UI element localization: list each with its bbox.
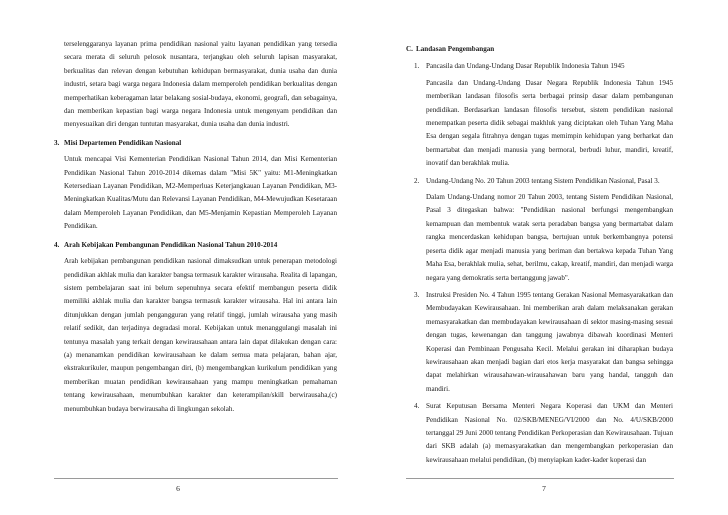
footer-rule [406,478,674,479]
section-3-paragraph: Untuk mencapai Visi Kementerian Pendidikan Nasional Tahun 2014, dan Misi Kementerian Pendidikan Nasional Tahun 2010-2014 dikemas dalam "Misi 5K" yaitu: M1-Meningkatkan Ketersediaan Layanan Pendidikan, M2-Memperluas Keterjangkauan Layanan Pendidikan, M3-Meningkatkan Kualitas/Mutu dan Relevansi Layanan Pendidikan, M4-Mewujudkan Kesetaraan dalam Memperoleh Layanan Pendidikan, dan M5-Menjamin Kepastian Memperoleh Layanan Pendidikan. [64,155,337,231]
list-item-title: Undang-Undang No. 20 Tahun 2003 tentang Sistem Pendidikan Nasional, Pasal 3. [426,176,660,185]
list-item-number: 4. [414,402,420,411]
section-3-number: 3. [54,138,60,147]
list-item [406,60,673,170]
section-4-number: 4. [54,240,60,249]
list-item-number: 1. [414,62,420,71]
list-item-text: Dalam Undang-Undang nomor 20 Tahun 2003, tentang Sistem Pendidikan Nasional, Pasal 3 ditegaskan bahwa: "Pendidikan nasional berfungsi mengembangkan kemampuan dan membentuk watak serta peradaban bangsa yang bermartabat dalam rangka mencerdaskan kehidupan bangsa, bertujuan untuk berkembangnya potensi peserta didik agar menjadi manusia yang beriman dan bertakwa kepada Tuhan Yang Maha Esa, berakhlak mulia, sehat, berilmu, cakap, kreatif, mandiri, dan menjadi warga negara yang demokratis serta bertanggung jawab". [426,193,673,282]
list-item-number: 2. [414,176,420,185]
section-4-paragraph: Arah kebijakan pembangunan pendidikan nasional dimaksudkan untuk penerapan metodologi pendidikan akhlak mulia dan karakter bangsa termasuk karakter wirausaha. Realita di lapangan, sistem pembelajaran saat ini belum sepenuhnya secara efektif membangun peserta didik memiliki akhlak mulia dan karakter bangsa termasuk karakter wirausaha. Hal ini antara lain ditunjukkan dengan jumlah pengangguran yang relatif tinggi, jumlah wirausaha yang masih relatif sedikit, dan terjadinya degradasi moral. Kebijakan untuk menanggulangi masalah ini tentunya masalah yang terkait dengan kewirausahaan antara lain dapat dilakukan dengan cara: (a) menanamkan pendidikan kewirausahaan ke dalam semua mata pelajaran, bahan ajar, ekstrakurikuler, maupun pengembangan diri, (b) mengembangkan kurikulum pendidikan yang memberikan muatan pendidikan kewirausahaan yang mampu meningkatkan pemahaman tentang kewirausahaan, menumbuhkan karakter dan keterampilan/skill berwirausaha,(c) menumbuhkan budaya berwirausaha di lingkungan sekolah. [64,257,337,413]
list-item-number: 3. [414,290,420,299]
page-number: 7 [542,484,546,493]
list-item-title: Pancasila dan Undang-Undang Dasar Republik Indonesia Tahun 1945 [426,62,625,71]
footer-rule [54,478,338,479]
list-item-text: Instruksi Presiden No. 4 Tahun 1995 tentang Gerakan Nasional Memasyarakatkan dan Membudayakan Kewirausahaan. Ini memberikan arah dalam melaksanakan gerakan memasyarakatkan dan membudayakan kewirausahaan di sektor masing-masing sesuai dengan tugas, kewenangan dan tanggung jawabnya dibawah koordinasi Menteri Koperasi dan Pembinaan Pengusaha Kecil. Melalui gerakan ini diharapkan budaya kewirausahaan akan menjadi bagian dari etos kerja masyarakat dan bangsa sehingga dapat melahirkan wirausahawan-wirausahawan baru yang handal, tangguh dan mandiri. [426,290,673,393]
left-page-text-column [54,38,337,416]
list-item [406,400,673,467]
list-item-text: Pancasila dan Undang-Undang Dasar Negara Republik Indonesia Tahun 1945 memberikan landasan filosofis serta berbagai prinsip dasar dalam pembangunan pendidikan. Berdasarkan landasan filosofis tersebut, sistem pendidikan nasional menempatkan peserta didik sebagai makhluk yang diciptakan oleh Tuhan Yang Maha Esa dengan segala fitrahnya dengan tugas memimpin kehidupan yang berharkat dan bermartabat dan menjadi manusia yang bermoral, berbudi luhur, mandiri, kreatif, inovatif dan berakhlak mulia. [426,78,673,168]
intro-paragraph: terselenggaranya layanan prima pendidikan nasional yaitu layanan pendidikan yang tersedia secara merata di seluruh pelosok nusantara, terjangkau oleh seluruh lapisan masyarakat, berkualitas dan relevan dengan kebutuhan kehidupan bermasyarakat, dunia usaha dan dunia industri, setara bagi warga negara Indonesia dalam memperoleh pendidikan berkualitas dengan memperhatikan keberagaman latar belakang sosial-budaya, ekonomi, geografi, dan sebagainya, dan memberikan kepastian bagi warga negara Indonesia untuk mengenyam pendidikan dan menyesuaikan diri dengan tuntutan masyarakat, dunia usaha dan dunia industri. [64,40,337,129]
list-item-text: Surat Keputusan Bersama Menteri Negara Koperasi dan UKM dan Menteri Pendidikan Nasional No. 02/SKB/MENEG/VI/2000 dan No. 4/U/SKB/2000 tertanggal 29 Juni 2000 tentang Pendidikan Perkoperasian dan Kewirausahaan. Tujuan dari SKB adalah (a) memasyarakatkan dan mengembangkan perkoperasian dan kewirausahaan melalui pendidikan, (b) menyiapkan kader-kader koperasi dan [426,402,673,464]
section-c-title: Landasan Pengembangan [416,45,495,53]
list-item [406,175,673,285]
right-page-text-column [406,38,673,467]
page-number: 6 [176,484,180,493]
section-c-letter: C. [406,45,413,53]
list-item [406,289,673,396]
section-3-title: Misi Departemen Pendidikan Nasional [64,138,182,147]
section-4-title: Arah Kebijakan Pembangunan Pendidikan Nasional Tahun 2010-2014 [64,240,278,249]
right-page [364,0,728,515]
section-c-heading [406,43,673,56]
section-3-heading [54,137,337,150]
section-4-heading [54,239,337,252]
